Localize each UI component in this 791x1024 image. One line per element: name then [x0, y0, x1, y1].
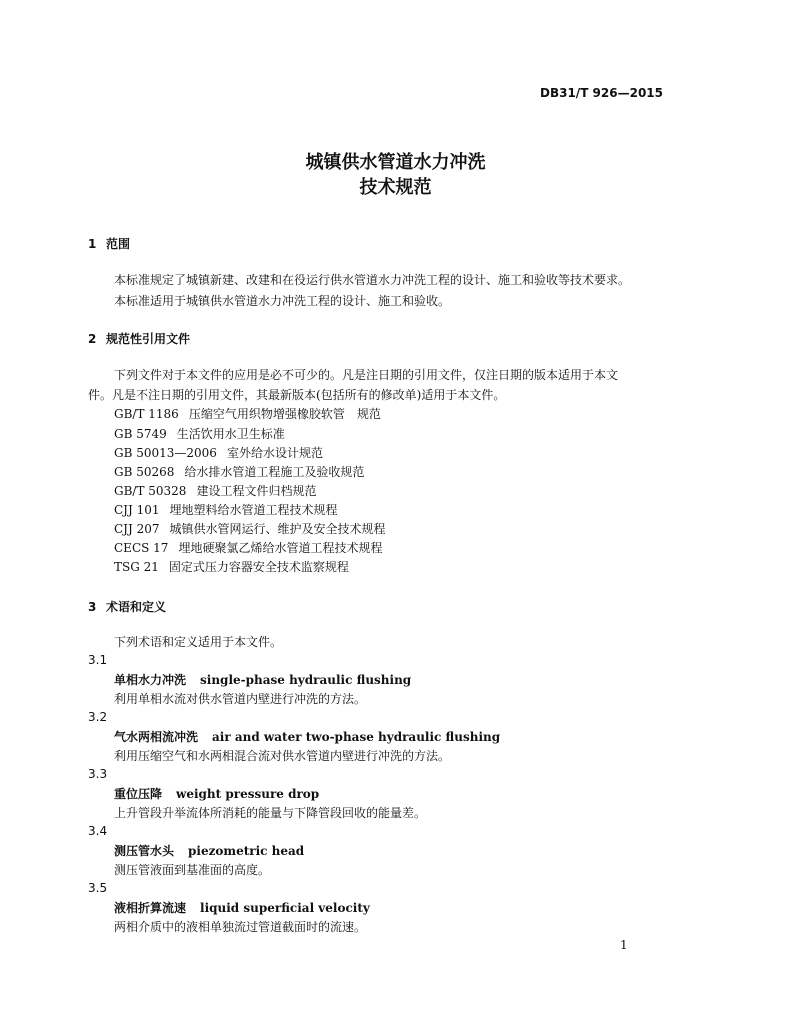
- section-number: 3: [88, 600, 97, 614]
- term-en: air and water two-phase hydraulic flushing: [212, 730, 501, 744]
- term-definition: 上升管段升举流体所消耗的能量与下降管段回收的能量差。: [114, 806, 427, 820]
- reference-title: 生活饮用水卫生标准: [176, 427, 285, 441]
- page-number: 1: [620, 938, 628, 952]
- reference-code: GB 50013—2006: [114, 446, 217, 460]
- paragraph: 下列文件对于本文件的应用是必不可少的。凡是注日期的引用文件，仅注日期的版本适用于本文: [114, 368, 619, 382]
- section-heading-3: [88, 598, 166, 615]
- term-en: weight pressure drop: [176, 787, 320, 801]
- reference-code: GB 50268: [114, 465, 175, 479]
- term-zh: 气水两相流冲洗: [114, 730, 199, 744]
- reference-code: CECS 17: [114, 541, 169, 555]
- reference-title: 埋地塑料给水管道工程技术规程: [169, 503, 338, 517]
- reference-item: [114, 425, 285, 442]
- section-heading-1: [88, 235, 130, 252]
- term-definition: 利用压缩空气和水两相混合流对供水管道内壁进行冲洗的方法。: [114, 749, 451, 763]
- reference-item: [114, 539, 382, 556]
- term-en: single-phase hydraulic flushing: [200, 673, 412, 687]
- term-zh: 单相水力冲洗: [114, 673, 187, 687]
- section-heading-2: [88, 330, 190, 347]
- term-title: [114, 899, 370, 916]
- term-definition: 两相介质中的液相单独流过管道截面时的流速。: [114, 920, 367, 934]
- reference-title: 城镇供水管网运行、维护及安全技术规程: [169, 522, 386, 536]
- clause-number: 3.1: [88, 653, 108, 667]
- title-line-2: 技术规范: [359, 177, 432, 198]
- reference-code: GB/T 1186: [114, 407, 179, 421]
- reference-item: [114, 463, 364, 480]
- reference-code: GB/T 50328: [114, 484, 187, 498]
- term-title: [114, 671, 411, 688]
- section-number: 2: [88, 332, 97, 346]
- reference-item: [114, 501, 338, 518]
- term-zh: 液相折算流速: [114, 901, 187, 915]
- term-zh: 重位压降: [114, 787, 163, 801]
- reference-code: TSG 21: [114, 560, 159, 574]
- clause-number: 3.4: [88, 824, 108, 838]
- section-title: 术语和定义: [106, 600, 167, 614]
- section-title: 范围: [106, 237, 131, 251]
- term-definition: 测压管液面到基准面的高度。: [114, 863, 271, 877]
- clause-number: 3.3: [88, 767, 108, 781]
- clause-number: 3.5: [88, 881, 108, 895]
- reference-code: CJJ 207: [114, 522, 160, 536]
- reference-title: 给水排水管道工程施工及验收规范: [184, 465, 365, 479]
- title-line-1: 城镇供水管道水力冲洗: [305, 152, 486, 173]
- reference-code: CJJ 101: [114, 503, 160, 517]
- section-number: 1: [88, 237, 97, 251]
- term-title: [114, 785, 319, 802]
- term-title: [114, 842, 304, 859]
- clause-number: 3.2: [88, 710, 108, 724]
- reference-title: 埋地硬聚氯乙烯给水管道工程技术规程: [178, 541, 383, 555]
- reference-title: 建设工程文件归档规范: [196, 484, 317, 498]
- term-definition: 利用单相水流对供水管道内壁进行冲洗的方法。: [114, 692, 367, 706]
- section-title: 规范性引用文件: [106, 332, 191, 346]
- term-title: [114, 728, 500, 745]
- paragraph: 本标准规定了城镇新建、改建和在役运行供水管道水力冲洗工程的设计、施工和验收等技术要求。: [114, 273, 631, 287]
- paragraph-continued: 件。凡是不注日期的引用文件，其最新版本(包括所有的修改单)适用于本文件。: [88, 388, 506, 402]
- reference-item: [114, 405, 381, 422]
- reference-title: 固定式压力容器安全技术监察规程: [168, 560, 349, 574]
- term-en: liquid superficial velocity: [200, 901, 370, 915]
- term-en: piezometric head: [188, 844, 305, 858]
- paragraph: 本标准适用于城镇供水管道水力冲洗工程的设计、施工和验收。: [114, 294, 451, 308]
- standard-code: DB31/T 926—2015: [540, 86, 663, 100]
- reference-item: [114, 520, 386, 537]
- paragraph: 下列术语和定义适用于本文件。: [114, 635, 283, 649]
- term-zh: 测压管水头: [114, 844, 175, 858]
- reference-item: [114, 482, 316, 499]
- reference-item: [114, 444, 323, 461]
- reference-title: 压缩空气用织物增强橡胶软管 规范: [188, 407, 381, 421]
- reference-code: GB 5749: [114, 427, 167, 441]
- reference-item: [114, 558, 349, 575]
- reference-title: 室外给水设计规范: [226, 446, 323, 460]
